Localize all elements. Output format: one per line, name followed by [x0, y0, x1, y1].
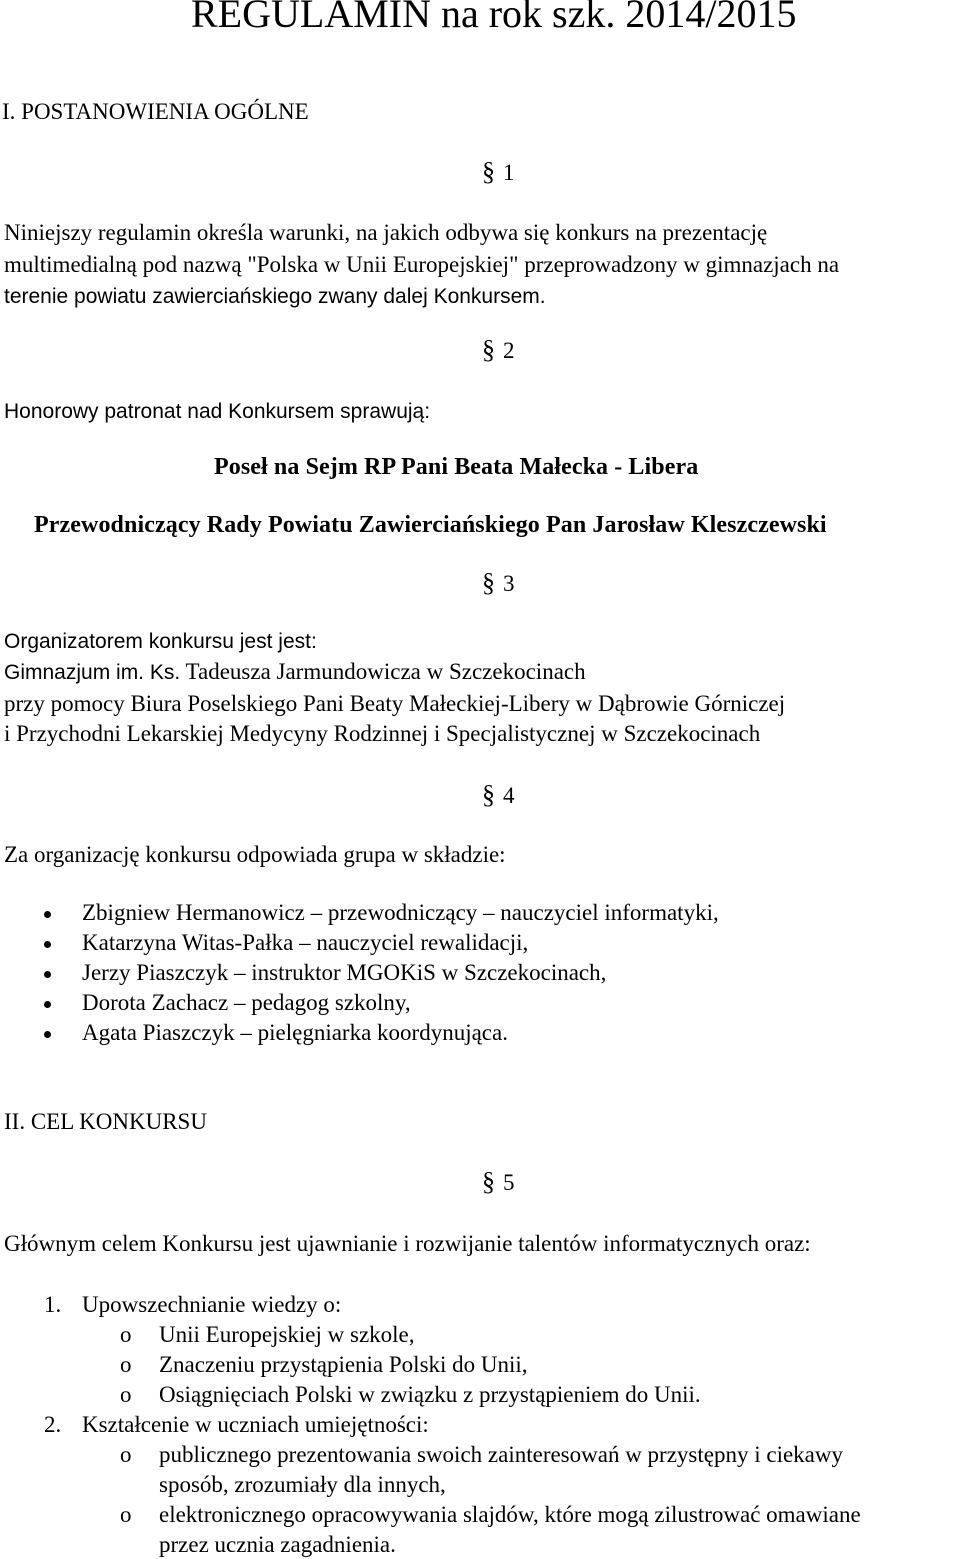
list-item: publicznego prezentowania swoich zainteresowań w przystępny i ciekawy [159, 1442, 843, 1467]
list-item-continuation: sposób, zrozumiały dla innych, [159, 1472, 446, 1497]
bullet-icon [44, 1031, 51, 1038]
list-item: Znaczeniu przystąpienia Polski do Unii, [159, 1352, 528, 1377]
section-symbol-icon: § [482, 780, 495, 809]
paragraph-mark-1: § 1 [482, 157, 515, 186]
p3-line-1: Organizatorem konkursu jest jest: [4, 630, 317, 653]
paragraph-mark-2: § 2 [482, 335, 515, 364]
section-symbol-icon: § [482, 1167, 495, 1196]
paragraph-mark-3: § 3 [482, 568, 515, 597]
list-item: elektronicznego opracowywania slajdów, które mogą zilustrować omawiane [159, 1502, 861, 1527]
p1-line-3: terenie powiatu zawierciańskiego zwany dalej Konkursem. [4, 285, 546, 308]
list-number: 1. [44, 1292, 62, 1317]
section-symbol-icon: § [482, 568, 495, 597]
paragraph-mark-4: § 4 [482, 780, 515, 809]
patron-1: Poseł na Sejm RP Pani Beata Małecka - Libera [214, 454, 699, 480]
section-heading-general: I. POSTANOWIENIA OGÓLNE [2, 99, 309, 124]
list-item: Agata Piaszczyk – pielęgniarka koordynująca. [82, 1020, 508, 1045]
bullet-icon [44, 911, 51, 918]
list-item: Osiągnięciach Polski w związku z przystąpieniem do Unii. [159, 1382, 701, 1407]
goal-item-1-label: Upowszechnianie wiedzy o: [82, 1292, 342, 1317]
list-item: Katarzyna Witas-Pałka – nauczyciel rewalidacji, [82, 930, 529, 955]
p1-line-2: multimedialną pod nazwą "Polska w Unii Europejskiej" przeprowadzony w gimnazjach na [4, 252, 840, 277]
list-item-continuation: przez ucznia zagadnienia. [159, 1532, 396, 1557]
bullet-icon [44, 941, 51, 948]
list-item: Zbigniew Hermanowicz – przewodniczący – nauczyciel informatyki, [82, 900, 719, 925]
sub-bullet-icon: o [120, 1322, 132, 1347]
list-number: 2. [44, 1412, 62, 1437]
section-symbol-icon: § [482, 335, 495, 364]
sub-bullet-icon: o [120, 1352, 132, 1377]
p2-intro: Honorowy patronat nad Konkursem sprawują: [4, 400, 431, 423]
p4-intro: Za organizację konkursu odpowiada grupa w składzie: [4, 842, 506, 867]
section-symbol-icon: § [482, 157, 495, 186]
list-item: Dorota Zachacz – pedagog szkolny, [82, 990, 411, 1015]
document-title: REGULAMIN na rok szk. 2014/2015 [191, 0, 797, 36]
list-item: Unii Europejskiej w szkole, [159, 1322, 415, 1347]
bullet-icon [44, 1001, 51, 1008]
paragraph-mark-5: § 5 [482, 1167, 515, 1196]
goal-item-2-label: Kształcenie w uczniach umiejętności: [82, 1412, 429, 1437]
list-item: Jerzy Piaszczyk – instruktor MGOKiS w Szczekocinach, [82, 960, 607, 985]
section-heading-goal: II. CEL KONKURSU [4, 1109, 207, 1134]
p3-line-2: Gimnazjum im. Ks. Tadeusza Jarmundowicza w Szczekocinach [4, 659, 586, 684]
sub-bullet-icon: o [120, 1442, 132, 1467]
p1-line-1: Niniejszy regulamin określa warunki, na jakich odbywa się konkurs na prezentację [4, 220, 768, 245]
p5-intro: Głównym celem Konkursu jest ujawnianie i rozwijanie talentów informatycznych oraz: [4, 1231, 811, 1256]
sub-bullet-icon: o [120, 1382, 132, 1407]
bullet-icon [44, 971, 51, 978]
sub-bullet-icon: o [120, 1502, 132, 1527]
p3-line-4: i Przychodni Lekarskiej Medycyny Rodzinnej i Specjalistycznej w Szczekocinach [4, 721, 761, 746]
p3-line-3: przy pomocy Biura Poselskiego Pani Beaty Małeckiej-Libery w Dąbrowie Górniczej [4, 691, 786, 716]
patron-2: Przewodniczący Rady Powiatu Zawierciańskiego Pan Jarosław Kleszczewski [34, 512, 827, 538]
